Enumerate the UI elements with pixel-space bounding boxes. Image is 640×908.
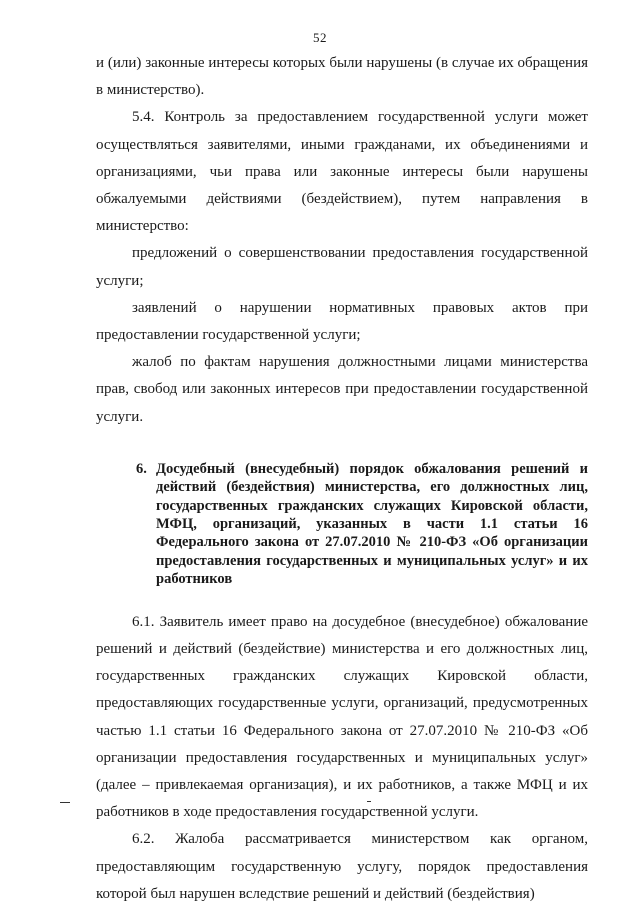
paragraph-6-2: 6.2. Жалоба рассматривается министерством как органом, предоставляющим государственную услугу, порядок предоставления которой был нарушен вследствие решений и действий (бездействия) xyxy=(96,831,588,902)
paragraph-5-4: 5.4. Контроль за предоставлением государственной услуги может осуществляться заявителями, иными гражданами, их объединениями и организациями, чьи права или законные интересы были нарушены обжалуемыми действиями (бездействием), путем направления в министерство: xyxy=(96,109,588,235)
document-body xyxy=(96,50,588,908)
section-title: Досудебный (внесудебный) порядок обжалования решений и действий (бездействия) министерства, его должностных лиц, государственных гражданских служащих Кировской области, МФЦ, организаций, указанных в части 1.1 статьи 16 Федерального закона от 27.07.2010 № 210-ФЗ «Об организации предоставления государственных и муниципальных услуг» и их работников xyxy=(156,460,588,588)
section-heading xyxy=(96,460,588,589)
paragraph-statements: заявлений о нарушении нормативных правовых актов при предоставлении государственной услуги; xyxy=(96,299,588,344)
paragraph-proposals: предложений о совершенствовании предоставления государственной услуги; xyxy=(96,245,588,289)
paragraph-6-1: 6.1. Заявитель имеет право на досудебное (внесудебное) обжалование решений и действий (бездействие) министерства и его должностных лиц, государственных гражданских служащих Кировской области, предоставляющих государственные услуги, организаций, предусмотренных частью 1.1 статьи 16 Федерального закона от 27.07.2010 № 210-ФЗ «Об организации предоставления государственных и муниципальных услуг» (далее – привлекаемая организация), и их работников, а также МФЦ и их работников в ходе предоставления государственной услуги. xyxy=(96,613,588,821)
scan-mark xyxy=(60,802,70,803)
scan-mark xyxy=(367,801,371,802)
paragraph-continuation: и (или) законные интересы которых были нарушены (в случае их обращения в министерство). xyxy=(96,55,588,99)
page-number: 52 xyxy=(313,30,327,45)
section-number: 6. xyxy=(136,460,147,477)
paragraph-complaints: жалоб по фактам нарушения должностными лицами министерства прав, свобод или законных интересов при предоставлении государственной услуги. xyxy=(96,354,588,425)
